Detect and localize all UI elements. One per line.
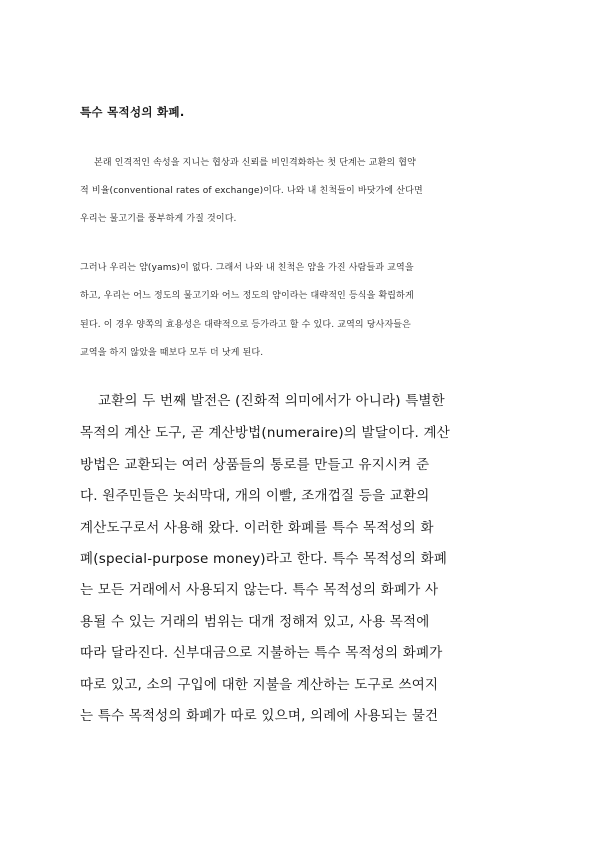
paragraph-line: 용될 수 있는 거래의 범위는 대개 정해져 있고, 사용 목적에 xyxy=(80,614,430,630)
paragraph-line: 된다. 이 경우 양쪽의 효용성은 대략적으로 등가라고 할 수 있다. 교역의 당사자들은 xyxy=(80,320,411,330)
paragraph-line: 따로 있고, 소의 구입에 대한 지불을 계산하는 도구로 쓰여지 xyxy=(80,677,439,693)
paragraph-line: 적 비율(conventional rates of exchange)이다. 나와 내 친척들이 바닷가에 산다면 xyxy=(80,186,423,196)
paragraph-line: 방법은 교환되는 여러 상품들의 통로를 만들고 유지시켜 준 xyxy=(80,457,430,473)
paragraph-line: 는 모든 거래에서 사용되지 않는다. 특수 목적성의 화폐가 사 xyxy=(80,582,439,598)
paragraph-line: 본래 인격적인 속성을 지니는 협상과 신뢰를 비인격화하는 첫 단계는 교환의 협약 xyxy=(94,158,416,168)
paragraph-line: 우리는 물고기를 풍부하게 가질 것이다. xyxy=(80,214,237,224)
paragraph-line: 폐(special-purpose money)라고 한다. 특수 목적성의 화폐 xyxy=(80,551,448,567)
section-title: 특수 목적성의 화폐. xyxy=(80,105,185,119)
paragraph-line: 계산도구로서 사용해 왔다. 이러한 화폐를 특수 목적성의 화 xyxy=(80,520,434,536)
paragraph-line: 따라 달라진다. 신부대금으로 지불하는 특수 목적성의 화폐가 xyxy=(80,645,443,661)
paragraph-line: 하고, 우리는 어느 정도의 물고기와 어느 정도의 얌이라는 대략적인 등식을 확립하게 xyxy=(80,291,414,301)
paragraph-line: 다. 원주민들은 놋쇠막대, 개의 이빨, 조개껍질 등을 교환의 xyxy=(80,488,430,504)
paragraph-line: 그러나 우리는 얌(yams)이 없다. 그래서 나와 내 친척은 얌을 가진 사람들과 교역을 xyxy=(80,263,414,273)
paragraph-line: 교환의 두 번째 발전은 (진화적 의미에서가 아니라) 특별한 xyxy=(98,393,445,409)
paragraph-line: 교역을 하지 않았을 때보다 모두 더 낫게 된다. xyxy=(80,348,264,358)
paragraph-line: 목적의 계산 도구, 곧 계산방법(numeraire)의 발달이다. 계산 xyxy=(80,425,450,441)
paragraph-line: 는 특수 목적성의 화폐가 따로 있으며, 의례에 사용되는 물건 xyxy=(80,708,439,724)
